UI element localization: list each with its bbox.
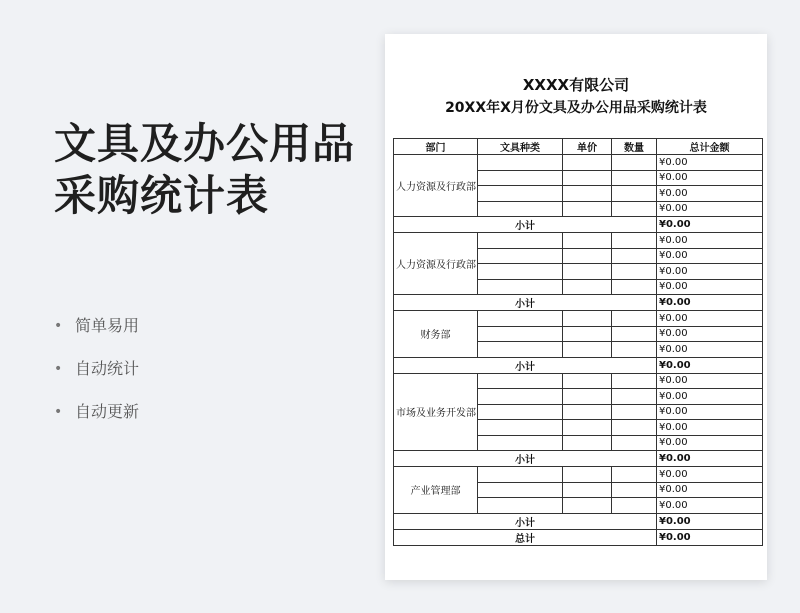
- department-cell: 市场及业务开发部: [394, 373, 478, 451]
- feature-label: 自动统计: [75, 359, 140, 378]
- subtotal-amount: ¥0.00: [657, 357, 763, 373]
- feature-label: 简单易用: [75, 316, 140, 335]
- amount-cell: ¥0.00: [657, 389, 763, 405]
- amount-cell: ¥0.00: [657, 498, 763, 514]
- item-type-cell[interactable]: [478, 155, 563, 171]
- subtotal-row: [394, 295, 763, 311]
- company-name: XXXX有限公司: [522, 76, 630, 94]
- header-department: 部门: [394, 139, 478, 155]
- quantity-cell[interactable]: [612, 279, 657, 295]
- header-unit-price: 单价: [563, 139, 612, 155]
- item-type-cell[interactable]: [478, 467, 563, 483]
- page-title-line2: 采购统计表: [54, 171, 270, 220]
- amount-cell: ¥0.00: [657, 467, 763, 483]
- item-type-cell[interactable]: [478, 201, 563, 217]
- unit-price-cell[interactable]: [563, 467, 612, 483]
- table-row: [394, 233, 763, 249]
- unit-price-cell[interactable]: [563, 311, 612, 327]
- quantity-cell[interactable]: [612, 482, 657, 498]
- department-cell: 人力资源及行政部: [394, 155, 478, 217]
- unit-price-cell[interactable]: [563, 186, 612, 202]
- item-type-cell[interactable]: [478, 311, 563, 327]
- item-type-cell[interactable]: [478, 342, 563, 358]
- department-cell: 财务部: [394, 311, 478, 358]
- quantity-cell[interactable]: [612, 264, 657, 280]
- grand-total-label: 总计: [394, 529, 657, 545]
- amount-cell: ¥0.00: [657, 248, 763, 264]
- grand-total-row: [394, 529, 763, 545]
- amount-cell: ¥0.00: [657, 404, 763, 420]
- quantity-cell[interactable]: [612, 373, 657, 389]
- quantity-cell[interactable]: [612, 186, 657, 202]
- unit-price-cell[interactable]: [563, 482, 612, 498]
- quantity-cell[interactable]: [612, 435, 657, 451]
- amount-cell: ¥0.00: [657, 311, 763, 327]
- header-item-type: 文具种类: [478, 139, 563, 155]
- amount-cell: ¥0.00: [657, 201, 763, 217]
- subtotal-row: [394, 357, 763, 373]
- table-body: [394, 155, 763, 546]
- quantity-cell[interactable]: [612, 311, 657, 327]
- unit-price-cell[interactable]: [563, 279, 612, 295]
- quantity-cell[interactable]: [612, 404, 657, 420]
- amount-cell: ¥0.00: [657, 482, 763, 498]
- page-title-line1: 文具及办公用品: [54, 119, 356, 168]
- subtotal-amount: ¥0.00: [657, 217, 763, 233]
- quantity-cell[interactable]: [612, 201, 657, 217]
- table-row: [394, 155, 763, 171]
- purchase-table: [393, 138, 763, 546]
- table-row: [394, 467, 763, 483]
- unit-price-cell[interactable]: [563, 233, 612, 249]
- quantity-cell[interactable]: [612, 326, 657, 342]
- table-header-row: [394, 139, 763, 155]
- unit-price-cell[interactable]: [563, 435, 612, 451]
- item-type-cell[interactable]: [478, 404, 563, 420]
- unit-price-cell[interactable]: [563, 264, 612, 280]
- unit-price-cell[interactable]: [563, 420, 612, 436]
- quantity-cell[interactable]: [612, 342, 657, 358]
- item-type-cell[interactable]: [478, 498, 563, 514]
- amount-cell: ¥0.00: [657, 170, 763, 186]
- item-type-cell[interactable]: [478, 482, 563, 498]
- feature-label: 自动更新: [75, 402, 140, 421]
- unit-price-cell[interactable]: [563, 342, 612, 358]
- unit-price-cell[interactable]: [563, 373, 612, 389]
- quantity-cell[interactable]: [612, 467, 657, 483]
- unit-price-cell[interactable]: [563, 326, 612, 342]
- subtotal-label: 小计: [394, 295, 657, 311]
- header-total-amount: 总计金额: [657, 139, 763, 155]
- unit-price-cell[interactable]: [563, 201, 612, 217]
- amount-cell: ¥0.00: [657, 342, 763, 358]
- table-row: [394, 311, 763, 327]
- department-cell: 人力资源及行政部: [394, 233, 478, 295]
- feature-item: [54, 398, 139, 441]
- item-type-cell[interactable]: [478, 264, 563, 280]
- quantity-cell[interactable]: [612, 389, 657, 405]
- subtotal-row: [394, 217, 763, 233]
- subtotal-label: 小计: [394, 451, 657, 467]
- item-type-cell[interactable]: [478, 233, 563, 249]
- subtotal-label: 小计: [394, 217, 657, 233]
- item-type-cell[interactable]: [478, 389, 563, 405]
- unit-price-cell[interactable]: [563, 248, 612, 264]
- quantity-cell[interactable]: [612, 420, 657, 436]
- item-type-cell[interactable]: [478, 279, 563, 295]
- subtotal-amount: ¥0.00: [657, 451, 763, 467]
- unit-price-cell[interactable]: [563, 155, 612, 171]
- subtotal-row: [394, 451, 763, 467]
- unit-price-cell[interactable]: [563, 498, 612, 514]
- header-quantity: 数量: [612, 139, 657, 155]
- bullet-icon: •: [54, 318, 63, 334]
- amount-cell: ¥0.00: [657, 279, 763, 295]
- document-title: 20XX年X月份文具及办公用品采购统计表: [445, 100, 707, 116]
- subtotal-label: 小计: [394, 357, 657, 373]
- amount-cell: ¥0.00: [657, 420, 763, 436]
- quantity-cell[interactable]: [612, 248, 657, 264]
- quantity-cell[interactable]: [612, 233, 657, 249]
- item-type-cell[interactable]: [478, 435, 563, 451]
- amount-cell: ¥0.00: [657, 155, 763, 171]
- unit-price-cell[interactable]: [563, 170, 612, 186]
- amount-cell: ¥0.00: [657, 233, 763, 249]
- bullet-icon: •: [54, 404, 63, 420]
- item-type-cell[interactable]: [478, 186, 563, 202]
- amount-cell: ¥0.00: [657, 326, 763, 342]
- amount-cell: ¥0.00: [657, 435, 763, 451]
- amount-cell: ¥0.00: [657, 186, 763, 202]
- unit-price-cell[interactable]: [563, 389, 612, 405]
- quantity-cell[interactable]: [612, 155, 657, 171]
- page-title: [54, 118, 355, 222]
- document-preview: [385, 34, 767, 580]
- amount-cell: ¥0.00: [657, 264, 763, 280]
- unit-price-cell[interactable]: [563, 404, 612, 420]
- feature-item: [54, 312, 139, 355]
- subtotal-amount: ¥0.00: [657, 513, 763, 529]
- grand-total-amount: ¥0.00: [657, 529, 763, 545]
- department-cell: 产业管理部: [394, 467, 478, 514]
- quantity-cell[interactable]: [612, 498, 657, 514]
- item-type-cell[interactable]: [478, 326, 563, 342]
- item-type-cell[interactable]: [478, 170, 563, 186]
- item-type-cell[interactable]: [478, 248, 563, 264]
- bullet-icon: •: [54, 361, 63, 377]
- amount-cell: ¥0.00: [657, 373, 763, 389]
- feature-list: [54, 312, 139, 441]
- item-type-cell[interactable]: [478, 420, 563, 436]
- table-row: [394, 373, 763, 389]
- quantity-cell[interactable]: [612, 170, 657, 186]
- item-type-cell[interactable]: [478, 373, 563, 389]
- subtotal-row: [394, 513, 763, 529]
- subtotal-amount: ¥0.00: [657, 295, 763, 311]
- subtotal-label: 小计: [394, 513, 657, 529]
- feature-item: [54, 355, 139, 398]
